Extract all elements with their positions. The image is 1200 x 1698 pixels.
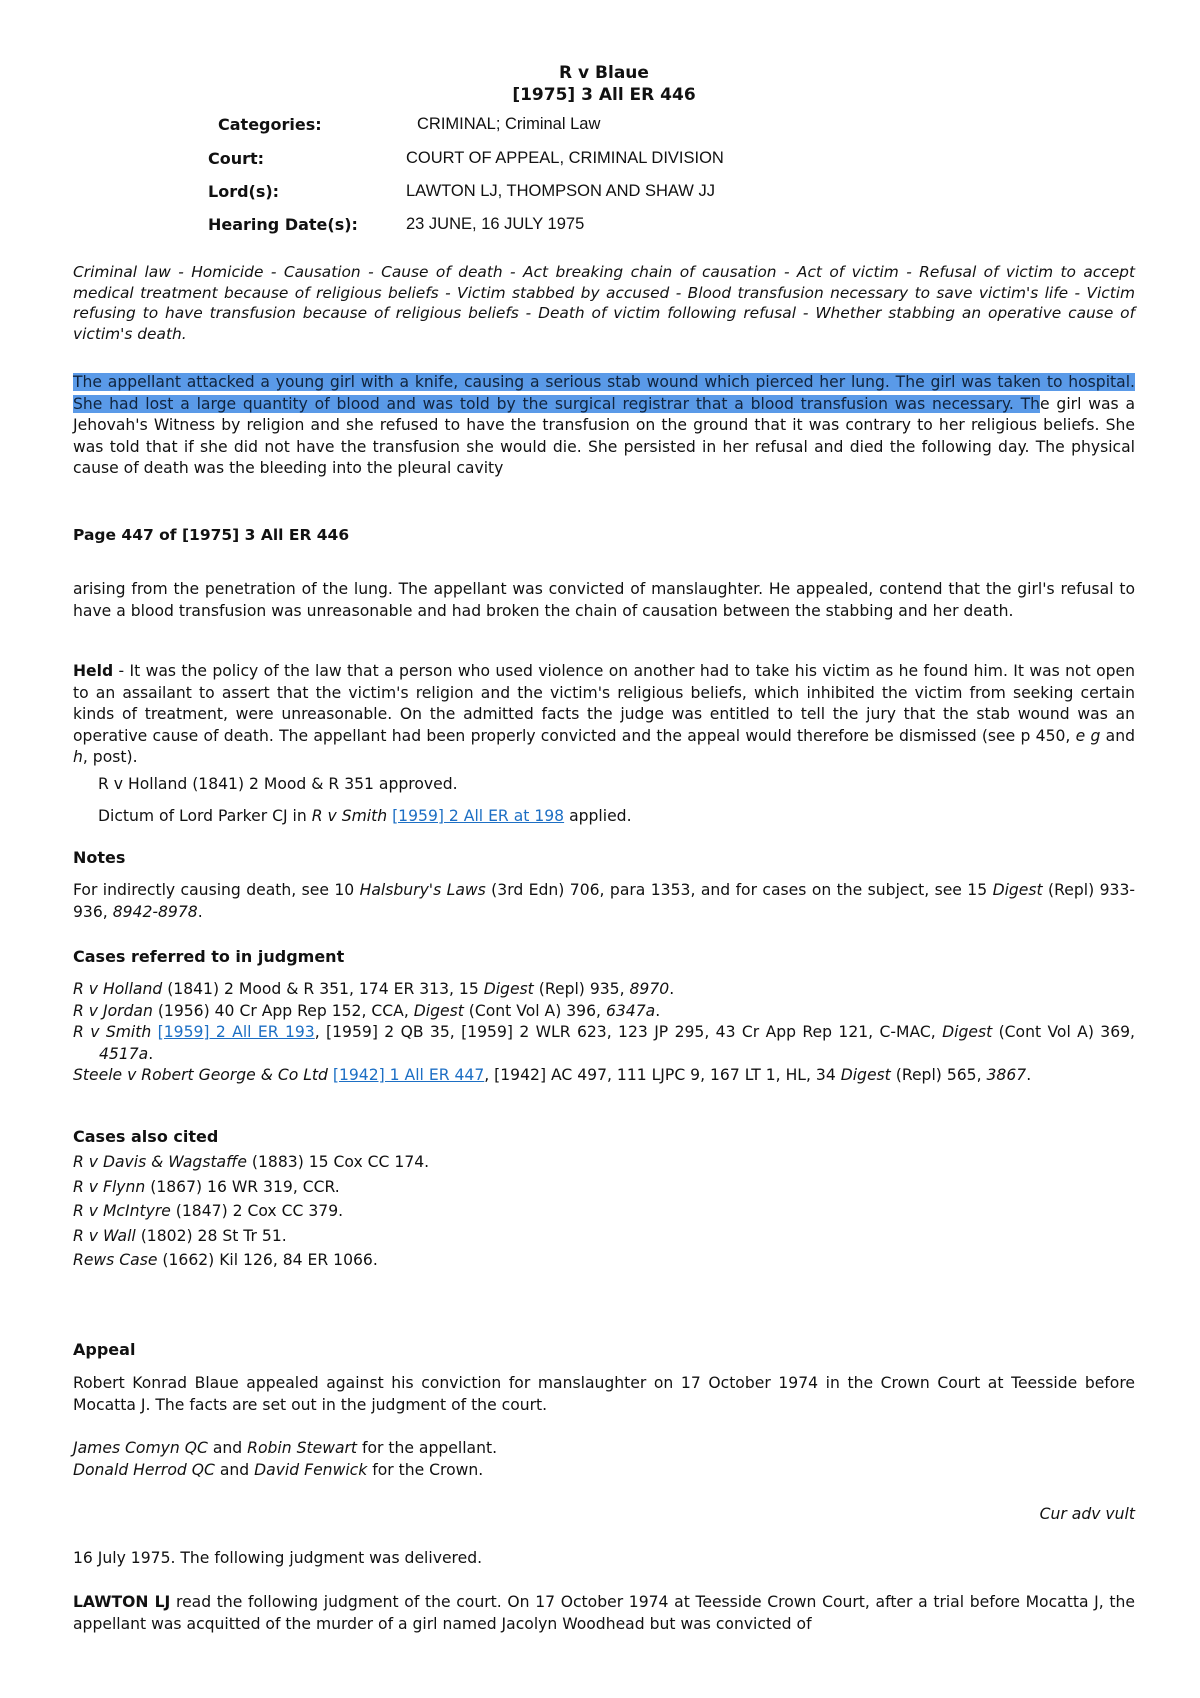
notes-heading: Notes — [73, 848, 126, 867]
list-item: R v McIntyre (1847) 2 Cox CC 379. — [73, 1202, 344, 1220]
cases-referred-heading: Cases referred to in judgment — [73, 947, 345, 966]
headnote-paragraph[interactable] — [73, 372, 1135, 480]
cases-cited-list — [73, 1150, 1135, 1273]
lords-value: LAWTON LJ, THOMPSON AND SHAW JJ — [406, 182, 715, 200]
delivered-line: 16 July 1975. The following judgment was delivered. — [73, 1549, 483, 1567]
counsel-block — [73, 1438, 1135, 1481]
approved-line: R v Holland (1841) 2 Mood & R 351 approved. — [98, 775, 458, 793]
list-item: Rews Case (1662) Kil 126, 84 ER 1066. — [73, 1251, 378, 1269]
catchwords: Criminal law - Homicide - Causation - Cause of death - Act breaking chain of causation - Act of victim - Refusal of victim to accept medical treatment because of religious beliefs - Victim stabbed by accused - Blood transfusion necessary to save victim's life - Victim refusing to have transfusion because of religious beliefs - Death of victim following refusal - Whether stabbing an operative cause of victim's death. — [73, 263, 1135, 343]
counsel-crown: Donald Herrod QC and David Fenwick for the Crown. — [73, 1460, 484, 1479]
case-citation: [1975] 3 All ER 446 — [512, 85, 696, 105]
judgment-paragraph: LAWTON LJ read the following judgment of the court. On 17 October 1974 at Teesside Crown Court, after a trial before Mocatta J, the appellant was acquitted of the murder of a girl named Jacolyn Woodhead but was convicted of — [73, 1593, 1135, 1633]
list-item: R v Davis & Wagstaffe (1883) 15 Cox CC 174. — [73, 1153, 430, 1171]
meta-row-lords — [73, 182, 1135, 204]
counsel-appellant: James Comyn QC and Robin Stewart for the appellant. — [73, 1439, 498, 1457]
cases-referred-list — [73, 979, 1135, 1087]
court-value: COURT OF APPEAL, CRIMINAL DIVISION — [406, 149, 724, 167]
list-item: R v Jordan (1956) 40 Cr App Rep 152, CCA, Digest (Cont Vol A) 396, 6347a. — [73, 1001, 661, 1020]
citation-link-1959-193[interactable]: [1959] 2 All ER 193 — [157, 1023, 315, 1041]
judge-name: LAWTON LJ — [73, 1593, 171, 1611]
held-paragraph: Held - It was the policy of the law that a person who used violence on another had to take his victim as he found him. It was not open to an assailant to assert that the victim's religion and the victim's religious beliefs, which inhibited the victim from seeking certain kinds of treatment, were unreasonable. On the admitted facts the judge was entitled to tell the jury that the stab wound was an operative cause of death. The appellant had been properly convicted and the appeal would therefore be dismissed (see p 450, e g and h, post). — [73, 662, 1136, 766]
citation-link-1942-447[interactable]: [1942] 1 All ER 447 — [332, 1066, 485, 1084]
citation-link-1959-198[interactable]: [1959] 2 All ER at 198 — [392, 807, 565, 825]
cases-cited-heading: Cases also cited — [73, 1127, 219, 1146]
list-item: R v Smith [1959] 2 All ER 193, [1959] 2 QB 35, [1959] 2 WLR 623, 123 JP 295, 43 Cr App Rep 121, C-MAC, Digest (Cont Vol A) 369, 4517a. — [73, 1023, 1136, 1063]
continuation-paragraph: arising from the penetration of the lung. The appellant was convicted of manslaughter. He appealed, contend that the girl's refusal to have a blood transfusion was unreasonable and had broken the chain of causation between the stabbing and her death. — [73, 580, 1135, 620]
list-item: R v Flynn (1867) 16 WR 319, CCR. — [73, 1177, 340, 1196]
appeal-heading: Appeal — [73, 1340, 136, 1359]
notes-paragraph: For indirectly causing death, see 10 Halsbury's Laws (3rd Edn) 706, para 1353, and for cases on the subject, see 15 Digest (Repl) 933-936, 8942-8978. — [73, 881, 1135, 921]
held-label: Held — [73, 662, 114, 680]
hearing-value: 23 JUNE, 16 JULY 1975 — [406, 215, 585, 233]
meta-row-categories — [73, 115, 1135, 137]
meta-row-hearing — [73, 215, 1135, 237]
lords-label: Lord(s): — [208, 182, 280, 201]
categories-value: CRIMINAL; Criminal Law — [417, 115, 601, 133]
headnote-rest: e girl was a Jehovah's Witness by religion and she refused to have the transfusion on the ground that it was contrary to her religious beliefs. She was told that if she did not have the transfusion she would die. She persisted in her refusal and died the following day. The physical cause of death was the bleeding into the pleural cavity — [73, 394, 1135, 477]
selected-text[interactable]: The appellant attacked a young girl with a knife, causing a serious stab wound which pierced her lung. The girl was taken to hospital. She had lost a large quantity of blood and was told by the surgical registrar that a blood transfusion was necessary. Th — [73, 373, 1135, 413]
categories-label: Categories: — [218, 115, 322, 134]
list-item: R v Holland (1841) 2 Mood & R 351, 174 ER 313, 15 Digest (Repl) 935, 8970. — [73, 980, 675, 998]
list-item: Steele v Robert George & Co Ltd [1942] 1 All ER 447, [1942] AC 497, 111 LJPC 9, 167 LT 1, HL, 34 Digest (Repl) 565, 3867. — [73, 1066, 1032, 1084]
dictum-line: Dictum of Lord Parker CJ in R v Smith [1959] 2 All ER at 198 applied. — [98, 807, 632, 825]
case-title: R v Blaue — [559, 63, 649, 83]
cur-adv-vult: Cur adv vult — [1039, 1505, 1135, 1523]
page-marker: Page 447 of [1975] 3 All ER 446 — [73, 526, 350, 544]
appeal-paragraph: Robert Konrad Blaue appealed against his conviction for manslaughter on 17 October 1974 in the Crown Court at Teesside before Mocatta J. The facts are set out in the judgment of the court. — [73, 1374, 1135, 1414]
meta-row-court — [73, 149, 1135, 171]
list-item: R v Wall (1802) 28 St Tr 51. — [73, 1226, 287, 1245]
hearing-label: Hearing Date(s): — [208, 215, 358, 234]
court-label: Court: — [208, 149, 265, 168]
